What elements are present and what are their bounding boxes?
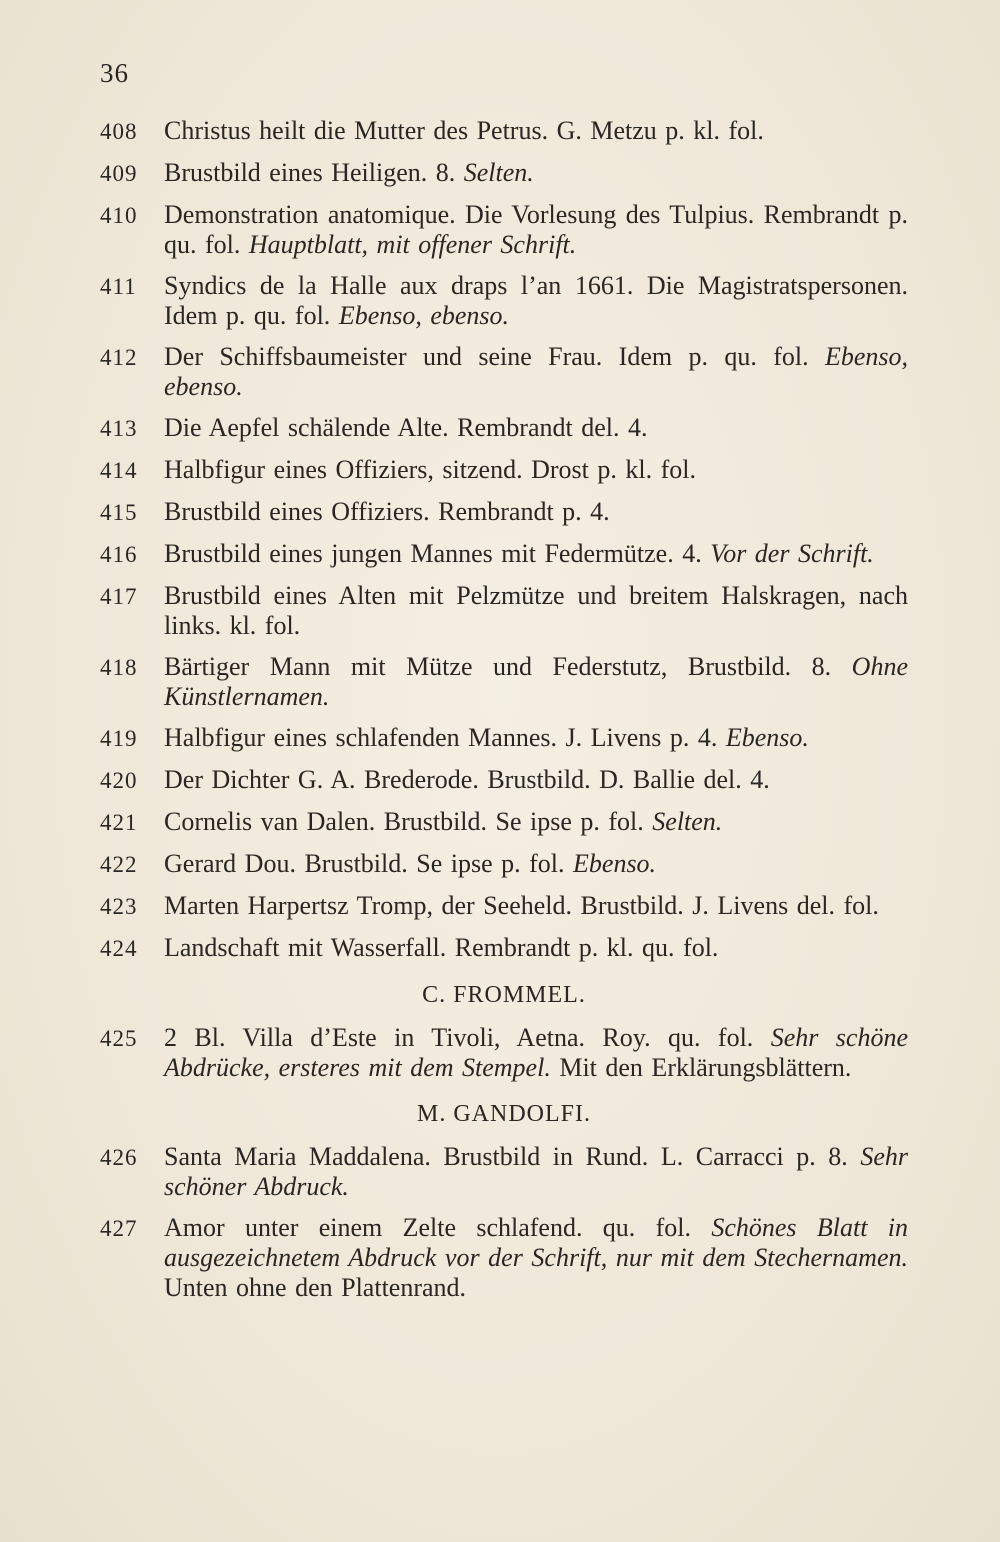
entry-description: Gerard Dou. Brustbild. Se ipse p. fol. xyxy=(164,849,574,878)
catalog-entry xyxy=(100,849,908,880)
catalog-entry xyxy=(100,807,908,838)
section-title-frommel: C. FROMMEL. xyxy=(422,982,586,1008)
catalog-entry xyxy=(100,652,908,712)
entry-text xyxy=(164,455,908,485)
entry-remark: Selten. xyxy=(652,807,723,836)
entry-remark: Ebenso, ebenso. xyxy=(164,342,908,401)
catalog-entry xyxy=(100,116,908,147)
entry-description: Brustbild eines jungen Mannes mit Federmütze. 4. xyxy=(164,539,711,568)
entry-remark: Ebenso. xyxy=(725,723,809,752)
entry-description: Cornelis van Dalen. Brustbild. Se ipse p. fol. xyxy=(164,807,653,836)
catalog-entry xyxy=(100,455,908,486)
entry-description: Der Dichter G. A. Brederode. Brustbild. D. Ballie del. 4. xyxy=(164,765,770,794)
entry-number: 423 xyxy=(100,894,138,919)
entry-text xyxy=(164,1213,908,1303)
catalog-entry xyxy=(100,765,908,796)
catalog-entry xyxy=(100,271,908,331)
entry-number: 419 xyxy=(100,726,138,751)
entry-description: Brustbild eines Offiziers. Rembrandt p. 4. xyxy=(164,497,610,526)
entry-number: 414 xyxy=(100,458,138,483)
entry-number: 408 xyxy=(100,119,138,144)
entry-number: 420 xyxy=(100,768,138,793)
entry-text xyxy=(164,342,908,402)
entry-number: 426 xyxy=(100,1145,138,1170)
entry-number: 417 xyxy=(100,584,138,609)
entry-list xyxy=(100,1142,908,1303)
entry-description: Der Schiffsbaumeister und seine Frau. Idem p. qu. fol. xyxy=(164,342,825,371)
page-number: 36 xyxy=(100,58,129,88)
entry-number: 425 xyxy=(100,1026,138,1051)
entry-remark: Selten. xyxy=(463,158,534,187)
entry-number: 418 xyxy=(100,655,138,680)
entry-number: 415 xyxy=(100,500,138,525)
catalog-entry xyxy=(100,723,908,754)
entry-remark: Ebenso, ebenso. xyxy=(338,301,510,330)
catalog-entry xyxy=(100,891,908,922)
catalog-entry xyxy=(100,342,908,402)
entry-list xyxy=(100,116,908,964)
entry-description: Halbfigur eines Offiziers, sitzend. Drost p. kl. fol. xyxy=(164,455,696,484)
entry-text xyxy=(164,539,908,569)
entry-note: Mit den Erklärungsblättern. xyxy=(550,1053,852,1082)
entry-description: Christus heilt die Mutter des Petrus. G. Metzu p. kl. fol. xyxy=(164,116,764,145)
entry-text xyxy=(164,581,908,641)
entry-number: 412 xyxy=(100,345,138,370)
entry-remark: Schönes Blatt in ausgezeichnetem Abdruck vor der Schrift, nur mit dem Stechernamen. xyxy=(164,1213,908,1272)
entry-description: Die Aepfel schälende Alte. Rembrandt del. 4. xyxy=(164,413,648,442)
entry-number: 421 xyxy=(100,810,138,835)
catalog-entry xyxy=(100,413,908,444)
entry-description: Brustbild eines Heiligen. 8. xyxy=(164,158,464,187)
entry-number: 422 xyxy=(100,852,138,877)
entry-text xyxy=(164,1142,908,1202)
catalog-entry xyxy=(100,539,908,570)
entry-number: 416 xyxy=(100,542,138,567)
entry-description: Brustbild eines Alten mit Pelzmütze und breitem Halskragen, nach links. kl. fol. xyxy=(164,581,908,640)
entry-text xyxy=(164,933,908,963)
entry-text xyxy=(164,116,908,146)
entry-number: 410 xyxy=(100,203,138,228)
entry-text xyxy=(164,765,908,795)
entry-description: Amor unter einem Zelte schlafend. qu. fol. xyxy=(164,1213,712,1242)
entry-description: Landschaft mit Wasserfall. Rembrandt p. kl. qu. fol. xyxy=(164,933,719,962)
entry-text xyxy=(164,807,908,837)
entry-text xyxy=(164,891,908,921)
entry-remark: Ebenso. xyxy=(573,849,657,878)
entry-description: Halbfigur eines schlafenden Mannes. J. Livens p. 4. xyxy=(164,723,726,752)
entry-text xyxy=(164,158,908,188)
entry-text xyxy=(164,652,908,712)
catalog-entry xyxy=(100,933,908,964)
entry-text xyxy=(164,271,908,331)
catalog-entry xyxy=(100,497,908,528)
entry-number: 411 xyxy=(100,274,137,299)
entry-remark: Ohne Künstlernamen. xyxy=(164,652,908,711)
section-title-gandolfi: M. GANDOLFI. xyxy=(417,1101,591,1127)
entry-list xyxy=(100,1023,908,1083)
entry-text xyxy=(164,1023,908,1083)
entry-remark: Hauptblatt, mit offener Schrift. xyxy=(248,230,577,259)
entry-description: Santa Maria Maddalena. Brustbild in Rund. L. Carracci p. 8. xyxy=(164,1142,861,1171)
entry-description: Marten Harpertsz Tromp, der Seeheld. Brustbild. J. Livens del. fol. xyxy=(164,891,879,920)
entry-remark: Vor der Schrift. xyxy=(710,539,874,568)
entry-remark: Sehr schöner Abdruck. xyxy=(164,1142,908,1201)
entry-description: Syndics de la Halle aux draps l’an 1661. Die Magistratspersonen. Idem p. qu. fol. xyxy=(164,271,908,330)
entry-number: 413 xyxy=(100,416,138,441)
entry-text xyxy=(164,413,908,443)
entry-number: 424 xyxy=(100,936,138,961)
catalog-entry xyxy=(100,1023,908,1083)
catalog-entry xyxy=(100,200,908,260)
catalog-entry xyxy=(100,1213,908,1303)
entry-description: 2 Bl. Villa d’Este in Tivoli, Aetna. Roy. qu. fol. xyxy=(164,1023,771,1052)
catalog-entry xyxy=(100,158,908,189)
entry-description: Bärtiger Mann mit Mütze und Federstutz, Brustbild. 8. xyxy=(164,652,852,681)
entry-number: 427 xyxy=(100,1216,138,1241)
catalog-entry xyxy=(100,1142,908,1202)
entry-note: Unten ohne den Plattenrand. xyxy=(164,1273,467,1302)
entry-remark: Sehr schöne Abdrücke, ersteres mit dem Stempel. xyxy=(164,1023,908,1082)
entry-text xyxy=(164,200,908,260)
entry-number: 409 xyxy=(100,161,138,186)
entry-text xyxy=(164,849,908,879)
entry-text xyxy=(164,497,908,527)
entry-text xyxy=(164,723,908,753)
catalog-entry xyxy=(100,581,908,641)
entry-description: Demonstration anatomique. Die Vorlesung des Tulpius. Rembrandt p. qu. fol. xyxy=(164,200,908,259)
catalog-content xyxy=(100,116,908,1314)
